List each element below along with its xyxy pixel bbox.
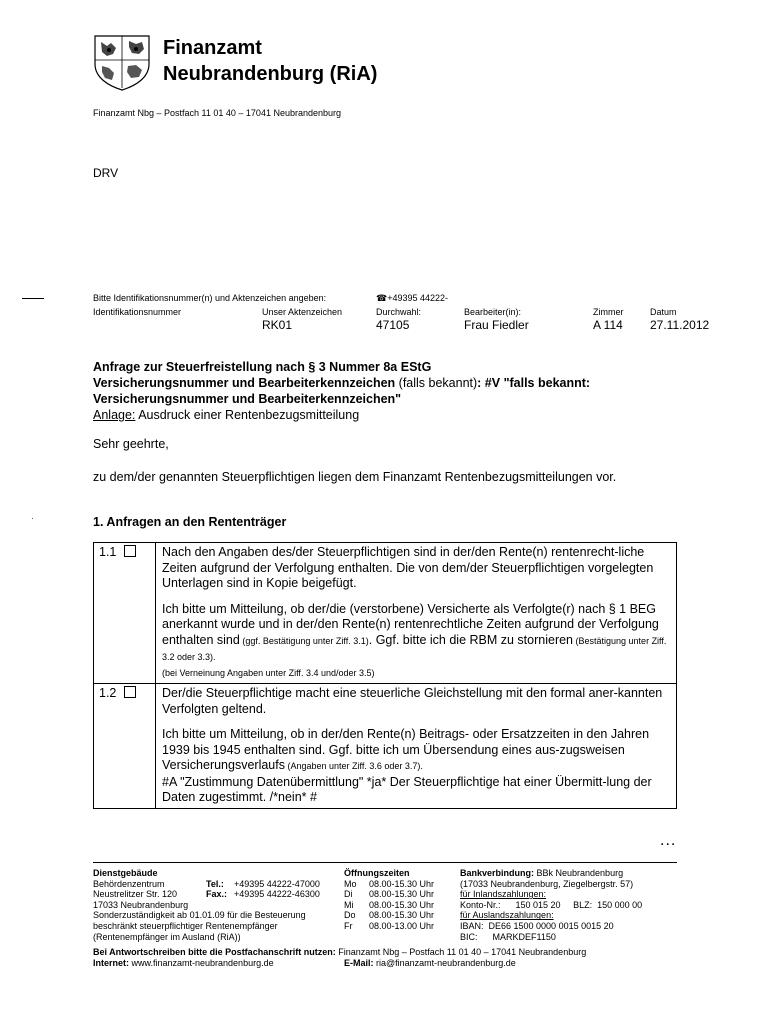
salutation: Sehr geehrte, [93, 437, 169, 451]
request-note: (Bestätigung unter Ziff. 3.2 oder 3.3). [162, 635, 667, 662]
hours-row [344, 921, 459, 932]
footer-bottom [93, 947, 693, 968]
footer-email-label: E-Mail: [344, 957, 374, 968]
request-text-cell [156, 543, 677, 684]
hours-time: 08.00-15.30 Uhr [369, 889, 435, 900]
room-value: A 114 [593, 318, 623, 332]
request-text: Ich bitte um Mitteilung, ob der/die (verstorbene) Versicherte als Verfolgte(r) nach § 1 BEG anerkannt wurde und in der/den Rente(n) rentenrechtliche Zeiten aufgrund der Verfolgung enthalten sind [162, 601, 659, 647]
footer-hours [344, 868, 459, 932]
hours-time: 08.00-15.30 Uhr [369, 910, 435, 921]
footer-bank-title: Bankverbindung: [460, 868, 535, 878]
footer-fax-value: +49395 44222-46300 [234, 889, 320, 900]
file-number-value: RK01 [262, 318, 293, 332]
hours-time: 08.00-15.30 Uhr [369, 899, 435, 910]
footer-iban-line: IBAN: DE66 1500 0000 0015 0015 20 [460, 920, 614, 931]
intro-paragraph: zu dem/der genannten Steuerpflichtigen liegen dem Finanzamt Rentenbezugsmitteilungen vor. [93, 470, 617, 484]
clerk-value: Frau Fiedler [464, 318, 529, 332]
request-text-cell [156, 684, 677, 809]
footer-tel-value: +49395 44222-47000 [234, 878, 320, 889]
room-label: Zimmer [593, 307, 624, 317]
footer-bank-name: BBk Neubrandenburg [534, 868, 624, 878]
subject-line2-bold: Versicherungsnummer und Bearbeiterkennzeichen [93, 376, 396, 390]
footer-bank [460, 868, 680, 942]
id-label: Identifikationsnummer [93, 307, 182, 317]
footer-divider [93, 862, 677, 863]
fold-mark [22, 298, 44, 299]
footer-special-note: beschränkt steuerpflichtiger Rentenempfänger [93, 920, 278, 931]
punch-mark: · [31, 514, 34, 523]
subject-block [93, 359, 713, 423]
request-paragraph [162, 727, 672, 775]
hours-row [344, 910, 459, 921]
office-name-line2: Neubrandenburg (RiA) [163, 63, 378, 85]
return-address: Finanzamt Nbg – Postfach 11 01 40 – 17041 Neubrandenburg [93, 108, 342, 118]
footer-domestic-label: für Inlandszahlungen: [460, 889, 547, 900]
request-text: Ich bitte um Mitteilung, ob in der/den Rente(n) Beitrags- oder Ersatzzeiten in den Jahren 1939 bis 1945 enthalten sind. Ggf. bitte ich um Übersendung eines aus-zugsweisen Versicherungsverlaufs [162, 727, 650, 772]
request-note: (ggf. Bestätigung unter Ziff. 3.1) [239, 635, 369, 646]
continuation-mark: ... [660, 832, 677, 849]
phone-prefix: ☎+49395 44222- [376, 293, 449, 303]
footer-bank-address: (17033 Neubrandenburg, Ziegelbergstr. 57) [460, 878, 634, 889]
footer-reply-note: Bei Antwortschreiben bitte die Postfachanschrift nutzen: [93, 947, 336, 957]
hours-row [344, 889, 459, 900]
hours-day: Mi [344, 899, 354, 910]
footer-building-line: Behördenzentrum [93, 878, 165, 889]
request-number-cell [94, 543, 156, 684]
hours-day: Di [344, 889, 353, 900]
hours-time: 08.00-15.30 Uhr [369, 878, 435, 889]
request-text: . Ggf. bitte ich die RBM zu stornieren [368, 632, 574, 647]
hours-row [344, 900, 459, 911]
hours-time: 08.00-13.00 Uhr [369, 920, 435, 931]
file-number-label: Unser Aktenzeichen [262, 307, 343, 317]
hours-row [344, 879, 459, 890]
request-number-cell [94, 684, 156, 809]
hours-day: Mo [344, 878, 357, 889]
footer-account-line: Konto-Nr.: 150 015 20 BLZ: 150 000 00 [460, 899, 643, 910]
hours-day: Fr [344, 920, 353, 931]
office-name-line1: Finanzamt [163, 37, 262, 59]
attachment-text: Ausdruck einer Rentenbezugsmitteilung [135, 408, 360, 422]
request-paragraph [162, 602, 672, 666]
recipient: DRV [93, 166, 119, 180]
checkbox[interactable] [124, 686, 136, 698]
request-number: 1.2 [99, 686, 117, 700]
subject-line3: Versicherungsnummer und Bearbeiterkennzeichen" [93, 392, 402, 406]
reference-hint: Bitte Identifikationsnummer(n) und Aktenzeichen angeben: [93, 293, 327, 303]
footer-building-line: 17033 Neubrandenburg [93, 899, 189, 910]
footer-hours-title: Öffnungszeiten [344, 868, 410, 878]
coat-of-arms-logo [91, 30, 153, 92]
hours-day: Do [344, 910, 356, 921]
office-name [163, 35, 377, 87]
request-number: 1.1 [99, 545, 117, 559]
subject-line2-normal: (falls bekannt) [395, 376, 478, 390]
section-title: 1. Anfragen an den Rententräger [93, 515, 287, 529]
extension-value: 47105 [376, 318, 410, 332]
footer-reply-address: Finanzamt Nbg – Postfach 11 01 40 – 17041 Neubrandenburg [335, 947, 587, 957]
requests-table [93, 542, 677, 809]
request-paragraph: Nach den Angaben des/der Steuerpflichtigen sind in der/den Rente(n) rentenrecht-liche Zeiten aufgrund der Verfolgung enthalten. Die von dem/der Steuerpflichtigen vorgelegten Unterlagen sind in Kopie beigefügt. [162, 545, 654, 590]
request-row-1-2 [94, 684, 677, 809]
footer-building [93, 868, 343, 942]
footer-bic-line: BIC: MARKDEF1150 [460, 931, 556, 942]
footer-building-title: Dienstgebäude [93, 868, 158, 878]
request-note: (Angaben unter Ziff. 3.6 oder 3.7). [284, 761, 423, 771]
subject-line2-bold-end: : #V "falls bekannt: [477, 376, 591, 390]
footer-internet-link[interactable]: www.finanzamt-neubrandenburg.de [129, 957, 274, 968]
footer-building-line: Neustrelitzer Str. 120 [93, 889, 178, 900]
footer-special-note: Sonderzuständigkeit ab 01.01.09 für die Besteuerung [93, 910, 306, 921]
subject-line1: Anfrage zur Steuerfreistellung nach § 3 Nummer 8a EStG [93, 360, 432, 374]
date-label: Datum [650, 307, 677, 317]
attachment-label: Anlage: [93, 408, 136, 422]
footer-special-note: (Rentenempfänger im Ausland (RiA)) [93, 931, 241, 942]
footer-email-link[interactable]: ria@finanzamt-neubrandenburg.de [373, 957, 516, 968]
footer-internet-label: Internet: [93, 957, 129, 968]
request-note: (bei Verneinung Angaben unter Ziff. 3.4 und/oder 3.5) [162, 667, 375, 678]
checkbox[interactable] [124, 545, 136, 557]
clerk-label: Bearbeiter(in): [464, 307, 522, 317]
request-paragraph: #A "Zustimmung Datenübermittlung" *ja* Der Steuerpflichtige hat einer Übermitt-lung der Daten zugestimmt. /*nein* # [162, 774, 652, 804]
footer-fax-label: Fax.: [206, 889, 228, 900]
request-paragraph: Der/die Steuerpflichtige macht eine steuerliche Gleichstellung mit den formal aner-kannten Verfolgten geltend. [162, 686, 663, 716]
date-value: 27.11.2012 [650, 318, 710, 332]
extension-label: Durchwahl: [376, 307, 422, 317]
footer-tel-label: Tel.: [206, 878, 224, 889]
footer-foreign-label: für Auslandszahlungen: [460, 910, 554, 921]
request-row-1-1 [94, 543, 677, 684]
